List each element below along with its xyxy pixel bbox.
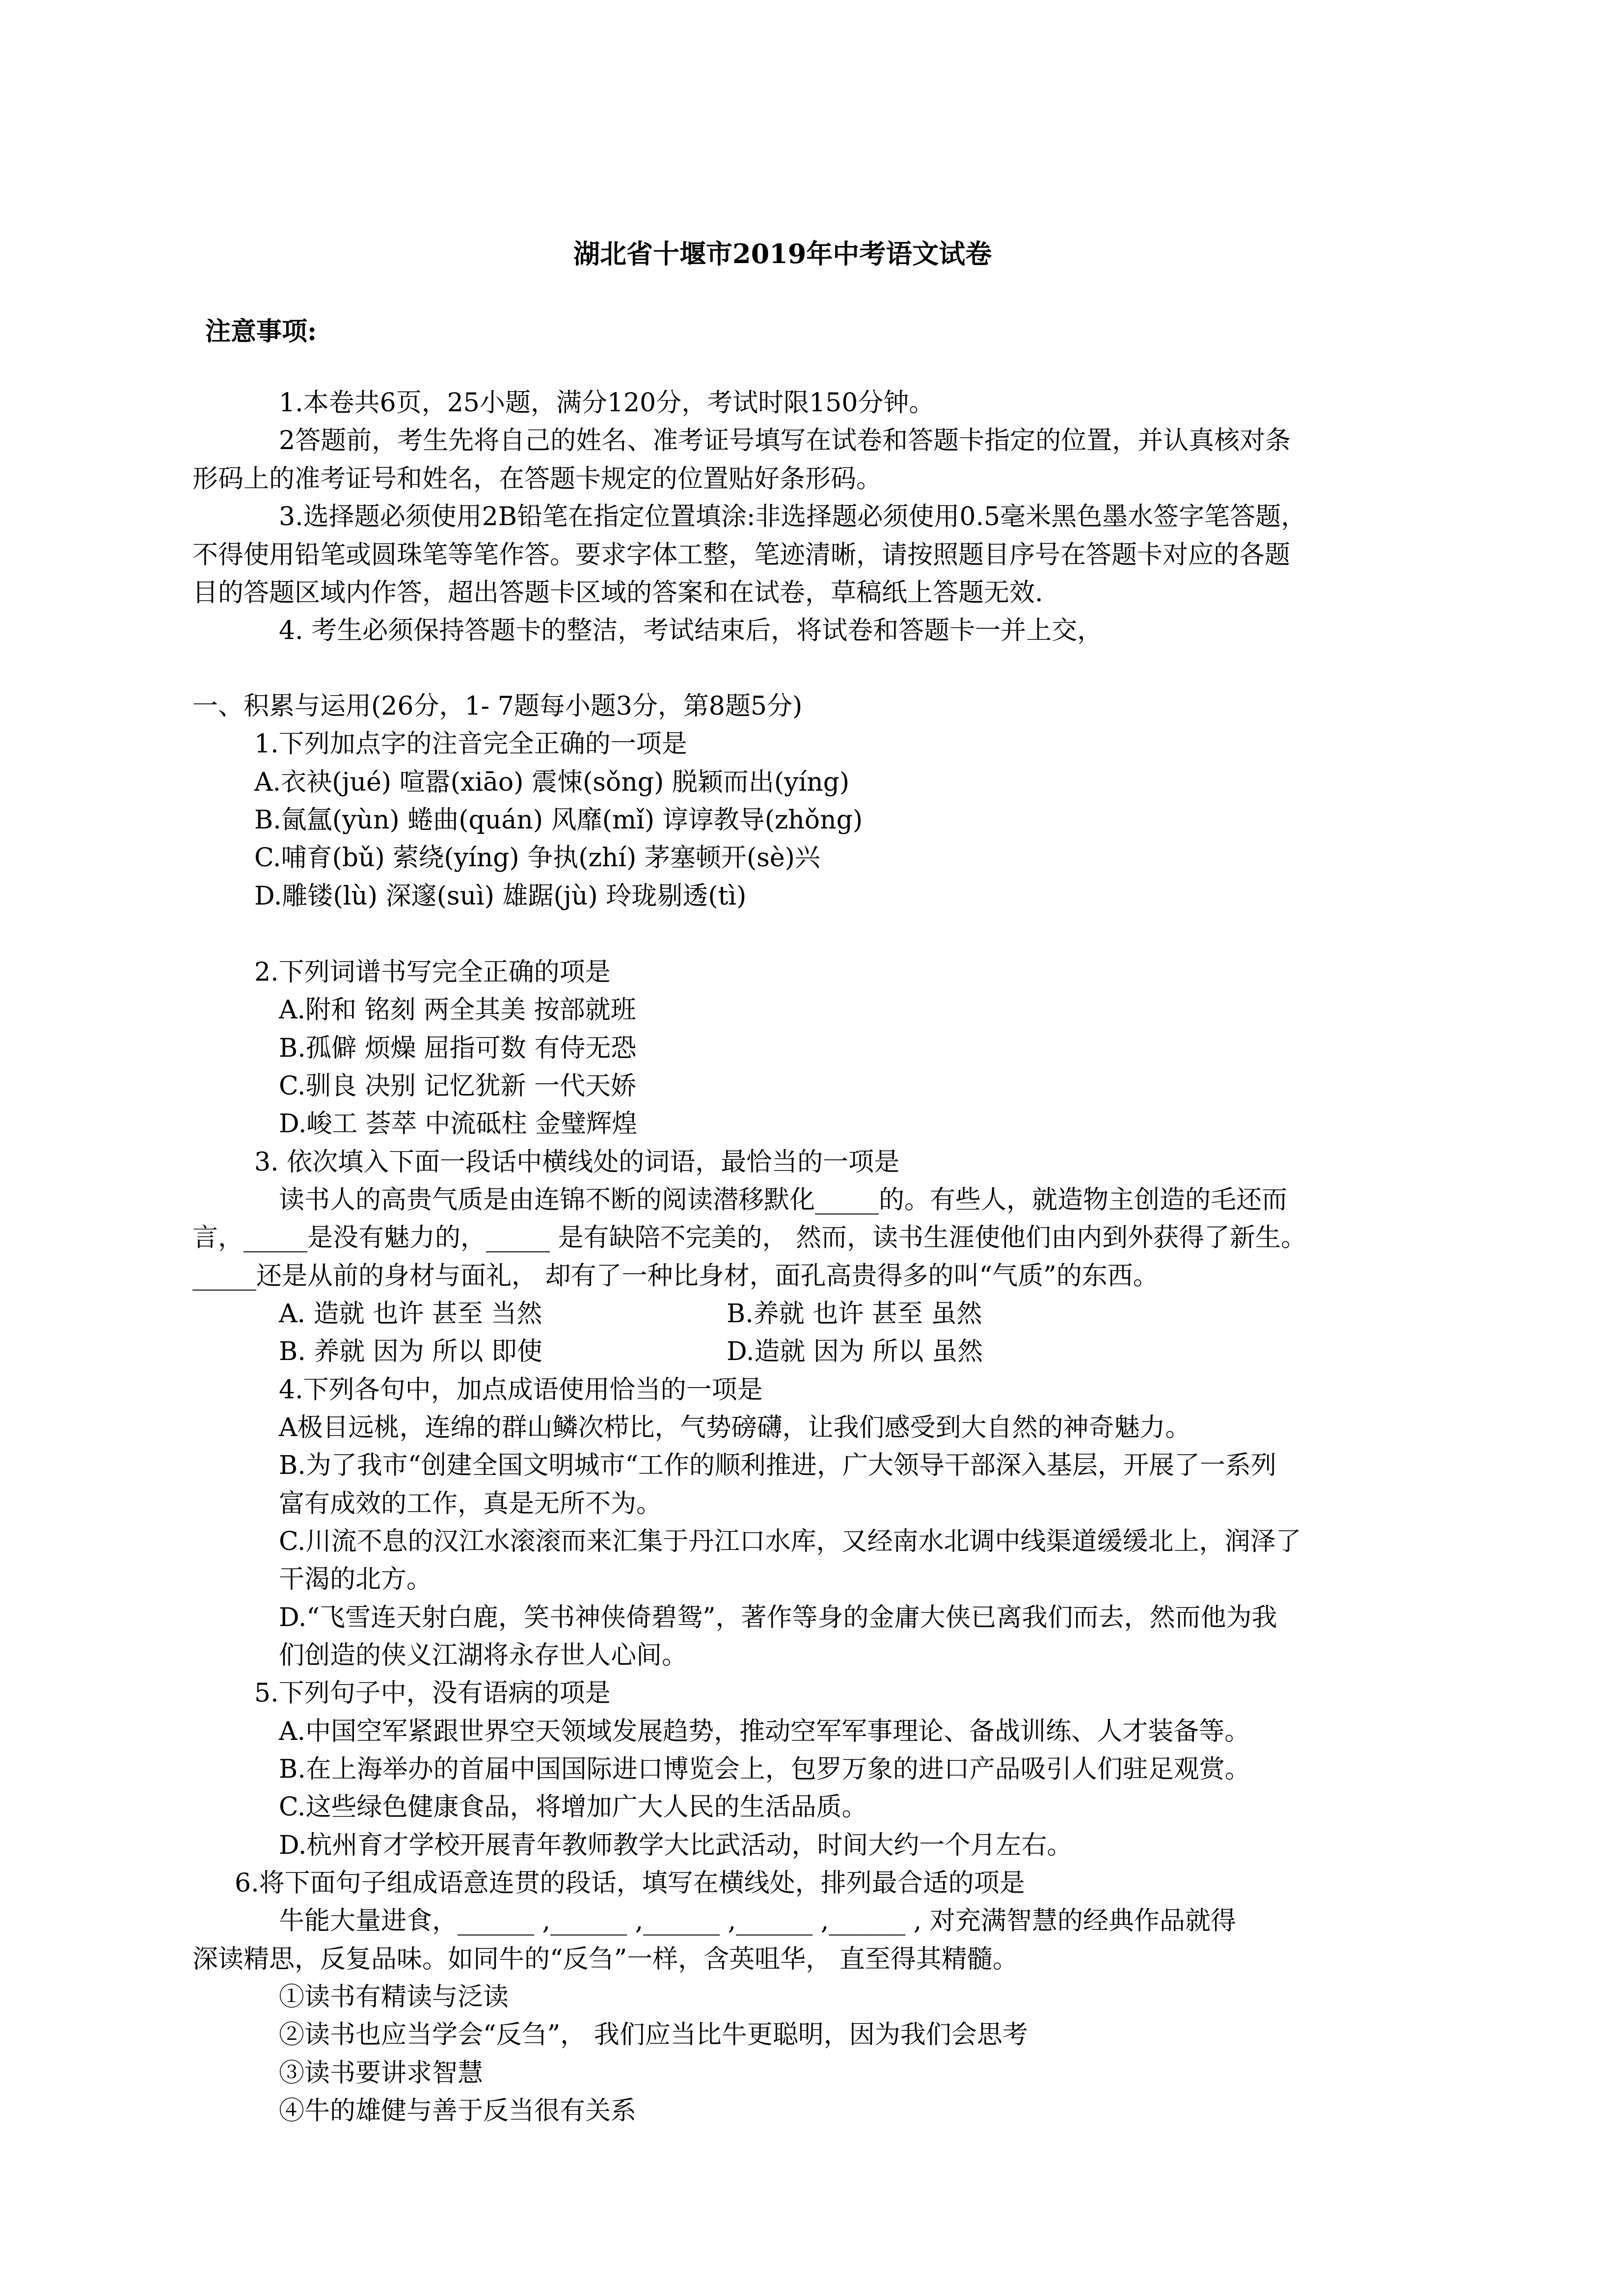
question-stem: 6.将下面句子组成语意连贯的段话，填写在横线处，排列最合适的项是: [235, 1869, 1025, 1898]
notice-item: 1.本卷共6页，25小题，满分120分，考试时限150分钟。: [279, 388, 935, 418]
option-b: B.在上海举办的首届中国国际进口博览会上，包罗万象的进口产品吸引人们驻足观赏。: [279, 1755, 1250, 1784]
question-stem: 4.下列各句中，加点成语使用恰当的一项是: [279, 1375, 763, 1405]
question-stem: 3. 依次填入下面一段话中横线处的词语，最恰当的一项是: [254, 1148, 900, 1177]
page-title: 湖北省十堰市2019年中考语文试卷: [573, 238, 992, 269]
sentence-item: ③读书要讲求智慧: [279, 2058, 484, 2088]
option-d: D.“飞雪连天射白鹿，笑书神侠倚碧鸳”，著作等身的金庸大侠已离我们而去，然而他为我: [279, 1603, 1277, 1632]
notice-item: 2答题前，考生先将自己的姓名、准考证号填写在试卷和答题卡指定的位置，并认真核对条: [279, 426, 1291, 455]
notice-heading: 注意事项:: [205, 317, 317, 347]
option-a: A.衣袂(jué) 喧嚣(xiāo) 震悚(sǒng) 脱颖而出(yíng): [254, 768, 850, 797]
option-a: A.附和 铭刻 两全其美 按部就班: [279, 995, 636, 1025]
option-b: B.为了我市“创建全国文明城市“工作的顺利推进，广大领导干部深入基层，开展了一系列: [279, 1451, 1276, 1480]
sentence-item: ④牛的雄健与善于反当很有关系: [279, 2096, 637, 2126]
notice-item: 目的答题区域内作答，超出答题卡区域的答案和在试卷，草稿纸上答题无效.: [192, 578, 1043, 608]
option-a: A.中国空军紧跟世界空天领域发展趋势，推动空军军事理论、备战训练、人才装备等。: [279, 1717, 1250, 1746]
option-c: C.这些绿色健康食品，将增加广大人民的生活品质。: [279, 1792, 867, 1822]
option-b: B.养就 也许 甚至 虽然: [727, 1299, 982, 1329]
passage-line: _____还是从前的身材与面礼， 却有了一种比身材，面孔高贵得多的叫“气质”的东西。: [192, 1261, 1159, 1291]
notice-item: 不得使用铅笔或圆珠笔等笔作答。要求字体工整，笔迹清晰，请按照题目序号在答题卡对应的各题: [192, 540, 1291, 570]
question-stem: 5.下列句子中，没有语病的项是: [254, 1679, 611, 1708]
option-c-cont: 干渴的北方。: [279, 1565, 433, 1594]
option-d: D.雕镂(lù) 深邃(suì) 雄踞(jù) 玲珑剔透(tì): [254, 881, 747, 911]
passage-line: 言，_____是没有魅力的，_____ 是有缺陪不完美的， 然而，读书生涯使他们由内到外获得了新生。: [192, 1223, 1307, 1253]
option-d: D.造就 因为 所以 虽然: [727, 1337, 983, 1366]
sentence-item: ②读书也应当学会“反刍”， 我们应当比牛更聪明，因为我们会思考: [279, 2020, 1028, 2050]
option-d: D.杭州育才学校开展青年教师教学大比武活动，时间大约一个月左右。: [279, 1831, 1073, 1860]
notice-item: 形码上的准考证号和姓名，在答题卡规定的位置贴好条形码。: [192, 464, 882, 494]
option-a: A极目远桃，连绵的群山鳞次栉比，气势磅礴，让我们感受到大自然的神奇魅力。: [279, 1413, 1191, 1442]
question-stem: 1.下列加点字的注音完全正确的一项是: [254, 729, 687, 759]
passage-line: 牛能大量进食，______ ,______ ,______ ,______ ,______ , 对充满智慧的经典作品就得: [279, 1906, 1236, 1936]
option-c: B. 养就 因为 所以 即使: [279, 1337, 542, 1366]
option-c: C.驯良 决别 记忆犹新 一代天娇: [279, 1071, 637, 1101]
section-heading: 一、积累与运用(26分，1- 7题每小题3分，第8题5分): [192, 692, 803, 721]
option-b: B.孤僻 烦燥 屈指可数 有侍无恐: [279, 1034, 637, 1063]
passage-line: 读书人的高贵气质是由连锦不断的阅读潜移默化_____的。有些人，就造物主创造的毛还而: [279, 1185, 1288, 1215]
question-stem: 2.下列词谱书写完全正确的项是: [254, 958, 611, 987]
option-a: A. 造就 也许 甚至 当然: [279, 1299, 542, 1329]
option-d-cont: 们创造的侠义江湖将永存世人心间。: [279, 1641, 688, 1670]
option-c: C.哺育(bǔ) 萦绕(yíng) 争执(zhí) 茅塞顿开(sè)兴: [254, 843, 820, 873]
notice-item: 3.选择题必须使用2B铅笔在指定位置填涂:非选择题必须使用0.5毫米黑色墨水签字笔答题，: [279, 502, 1307, 532]
option-b-cont: 富有成效的工作，真是无所不为。: [279, 1489, 662, 1519]
option-d: D.峻工 荟萃 中流砥柱 金璧辉煌: [279, 1109, 637, 1139]
passage-line: 深读精思，反复品味。如同牛的“反刍”一样，含英咀华， 直至得其精髓。: [192, 1945, 1018, 1974]
option-b: B.氤氲(yùn) 蜷曲(quán) 风靡(mǐ) 谆谆教导(zhǒng): [254, 805, 863, 835]
option-c: C.川流不息的汉江水滚滚而来汇集于丹江口水库，又经南水北调中线渠道缓缓北上，润泽了: [279, 1527, 1301, 1556]
sentence-item: ①读书有精读与泛读: [279, 1982, 509, 2012]
notice-item: 4. 考生必须保持答题卡的整洁，考试结束后，将试卷和答题卡一并上交，: [279, 616, 1103, 645]
